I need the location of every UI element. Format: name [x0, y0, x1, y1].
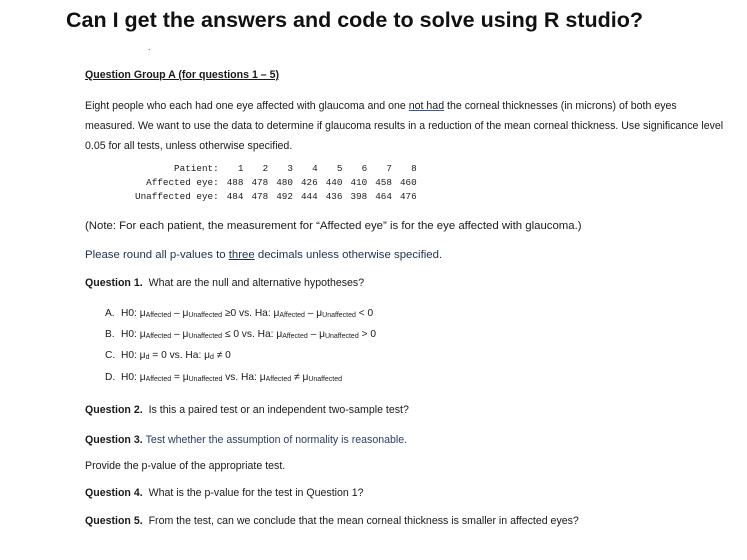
- data-table: [135, 162, 417, 203]
- option-b-letter: B.: [105, 329, 115, 341]
- page-title: Can I get the answers and code to solve using R studio?: [66, 8, 644, 32]
- table-cell: 1: [237, 163, 244, 174]
- question-3-label: Question 3.: [85, 434, 143, 446]
- question-3-followup: Provide the p-value of the appropriate test.: [85, 460, 286, 472]
- subscript: d: [145, 354, 150, 362]
- table-row-patient: [135, 162, 417, 176]
- table-cell: 478: [251, 190, 269, 202]
- option-a-h0: H0:: [121, 308, 140, 319]
- question-5-text: From the test, can we conclude that the mean corneal thickness is smaller in affected eyes?: [148, 515, 579, 527]
- question-4-label: Question 4.: [85, 487, 143, 499]
- option-a: [105, 304, 376, 325]
- option-b: [105, 325, 376, 346]
- question-2-text: Is this a paired test or an independent two-sample test?: [148, 404, 409, 416]
- mu-symbol: μ: [139, 329, 146, 341]
- table-cell: 458: [375, 176, 392, 188]
- mu-symbol: μ: [302, 371, 309, 383]
- option-c: [105, 346, 376, 367]
- table-cell: 480: [276, 176, 293, 188]
- option-d-letter: D.: [105, 371, 116, 383]
- subscript: Affected: [145, 333, 172, 341]
- option-a-letter: A.: [105, 308, 115, 319]
- stray-mark: .: [148, 42, 151, 52]
- mu-symbol: μ: [276, 329, 283, 341]
- question-5: [85, 514, 579, 530]
- mu-symbol: μ: [182, 329, 189, 341]
- relation: < 0: [355, 308, 374, 319]
- patient-label: Patient:: [174, 163, 219, 174]
- table-cell: 4: [312, 163, 318, 174]
- table-cell: 484: [226, 190, 244, 202]
- mu-symbol: μ: [259, 371, 266, 383]
- relation: ≤ 0 vs. Ha:: [222, 329, 277, 341]
- subscript: Unaffected: [188, 375, 223, 383]
- option-c-mid: = 0 vs. Ha: μ: [149, 350, 210, 362]
- table-cell: 398: [350, 190, 368, 202]
- option-c-letter: C.: [105, 350, 116, 362]
- intro-text-1: Eight people who each had one eye affected with glaucoma and one: [85, 100, 409, 112]
- minus-sign: –: [171, 329, 183, 341]
- subscript: d: [209, 354, 214, 362]
- table-cell: 440: [325, 176, 343, 188]
- mu-symbol: μ: [139, 308, 146, 319]
- table-cell: 460: [399, 176, 417, 188]
- not-equal-sign: ≠: [291, 371, 303, 383]
- intro-underlined-text: not had: [408, 100, 445, 112]
- question-1-label: Question 1.: [85, 277, 143, 289]
- subscript: Affected: [145, 375, 172, 383]
- option-c-text: H0: μ: [121, 350, 146, 362]
- table-cell: 436: [325, 190, 343, 202]
- subscript: Unaffected: [188, 312, 223, 319]
- subscript: Unaffected: [324, 333, 359, 341]
- relation: > 0: [358, 329, 376, 341]
- rounding-instruction: [85, 247, 442, 264]
- table-cell: 426: [300, 176, 318, 188]
- question-4: [85, 486, 364, 502]
- question-1-text: What are the null and alternative hypotheses?: [148, 277, 365, 289]
- subscript: Affected: [145, 312, 172, 319]
- subscript: Unaffected: [188, 333, 223, 341]
- question-3-text: Test whether the assumption of normality is reasonable.: [145, 434, 408, 446]
- relation: ≥0 vs. Ha:: [222, 308, 274, 319]
- question-3: [85, 433, 407, 449]
- subscript: Affected: [265, 375, 292, 383]
- equals-sign: =: [171, 371, 183, 383]
- mu-symbol: μ: [273, 308, 280, 319]
- table-cell: 8: [411, 163, 417, 174]
- mu-symbol: μ: [319, 329, 325, 341]
- table-row-affected: [135, 176, 417, 190]
- table-cell: 2: [262, 163, 269, 174]
- table-cell: 464: [375, 190, 392, 202]
- question-1: [85, 276, 364, 292]
- table-cell: 492: [276, 190, 293, 202]
- option-d: [105, 368, 376, 389]
- question-2: [85, 403, 409, 419]
- table-cell: 476: [399, 190, 417, 202]
- minus-sign: –: [307, 329, 320, 341]
- affected-label: Affected eye:: [146, 176, 219, 188]
- question-1-options: [105, 304, 376, 389]
- intro-text-2: the corneal thicknesses (in microns) of both eyes measured. We want to use the data to determine if glaucoma results in a reduction of the mean corneal thickness. Use significance level 0.05 for all tests, unless otherwise specified.: [85, 100, 724, 152]
- mu-symbol: μ: [139, 371, 146, 383]
- subscript: Unaffected: [322, 312, 356, 319]
- unaffected-label: Unaffected eye:: [135, 190, 219, 202]
- mu-symbol: μ: [316, 308, 323, 319]
- subscript: Affected: [279, 312, 305, 319]
- table-cell: 7: [386, 163, 392, 174]
- table-cell: 410: [350, 176, 368, 188]
- table-cell: 3: [287, 163, 293, 174]
- question-5-label: Question 5.: [85, 515, 143, 527]
- question-4-text: What is the p-value for the test in Question 1?: [148, 487, 364, 499]
- subscript: Unaffected: [308, 375, 343, 383]
- option-d-h0: H0:: [121, 371, 140, 383]
- rounding-text-1: Please round all p-values to: [85, 249, 229, 261]
- question-2-label: Question 2.: [85, 404, 143, 416]
- question-group-heading: Question Group A (for questions 1 – 5): [85, 69, 280, 81]
- rounding-underlined: three: [228, 249, 255, 261]
- mu-symbol: μ: [182, 308, 189, 319]
- table-row-unaffected: [135, 190, 417, 204]
- rounding-text-2: decimals unless otherwise specified.: [254, 249, 443, 261]
- vs-text: vs. Ha:: [222, 371, 260, 383]
- table-cell: 488: [226, 176, 244, 188]
- mu-symbol: μ: [182, 371, 189, 383]
- table-cell: 444: [300, 190, 318, 202]
- table-cell: 5: [336, 163, 343, 174]
- minus-sign: –: [171, 308, 183, 319]
- option-b-h0: H0:: [121, 329, 140, 341]
- note-text: (Note: For each patient, the measurement for “Affected eye” is for the eye affected with glaucoma.): [85, 220, 582, 232]
- option-c-end: ≠ 0: [213, 350, 231, 362]
- intro-paragraph: [85, 96, 725, 156]
- subscript: Affected: [282, 333, 308, 341]
- table-cell: 6: [361, 163, 368, 174]
- minus-sign: –: [304, 308, 317, 319]
- table-cell: 478: [251, 176, 269, 188]
